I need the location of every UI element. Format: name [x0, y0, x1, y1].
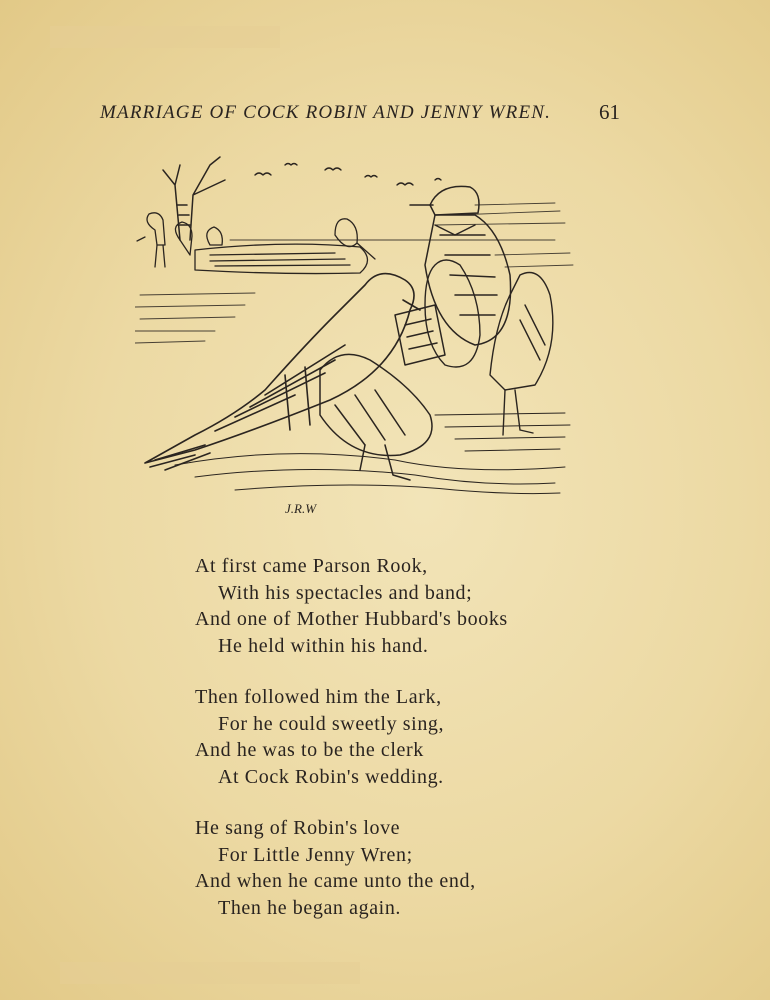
poem-line: And when he came unto the end,: [195, 870, 476, 892]
lark: [145, 274, 420, 470]
poem-line: Then followed him the Lark,: [195, 686, 442, 708]
poem: [195, 553, 615, 946]
running-header: [100, 100, 620, 130]
poem-line: And he was to be the clerk: [195, 739, 424, 761]
fallen-log: [195, 244, 368, 273]
poem-line: And one of Mother Hubbard's books: [195, 608, 508, 630]
poem-line: At Cock Robin's wedding.: [218, 765, 444, 788]
poem-line: At first came Parson Rook,: [195, 555, 428, 577]
stanza: [195, 815, 615, 921]
background-birds-left: [137, 213, 222, 267]
right-bird: [490, 273, 553, 436]
poem-line: With his spectacles and band;: [218, 581, 473, 604]
running-title: MARRIAGE OF COCK ROBIN AND JENNY WREN.: [100, 102, 552, 123]
page-number: 61: [599, 100, 620, 124]
central-bird-with-book: [320, 305, 445, 480]
poem-line: For he could sweetly sing,: [218, 712, 445, 735]
paper-stain-bottom: [60, 962, 360, 984]
stanza: [195, 553, 615, 659]
poem-line: For Little Jenny Wren;: [218, 843, 413, 866]
engraving-illustration: [135, 145, 575, 530]
poem-line: He sang of Robin's love: [195, 817, 401, 839]
poem-line: He held within his hand.: [218, 634, 429, 657]
paper-stain-top: [50, 26, 280, 48]
flying-birds: [255, 164, 441, 186]
background-bird-right: [335, 219, 375, 259]
artist-signature: J.R.W: [285, 501, 317, 516]
stanza: [195, 684, 615, 790]
poem-line: Then he began again.: [218, 896, 402, 919]
